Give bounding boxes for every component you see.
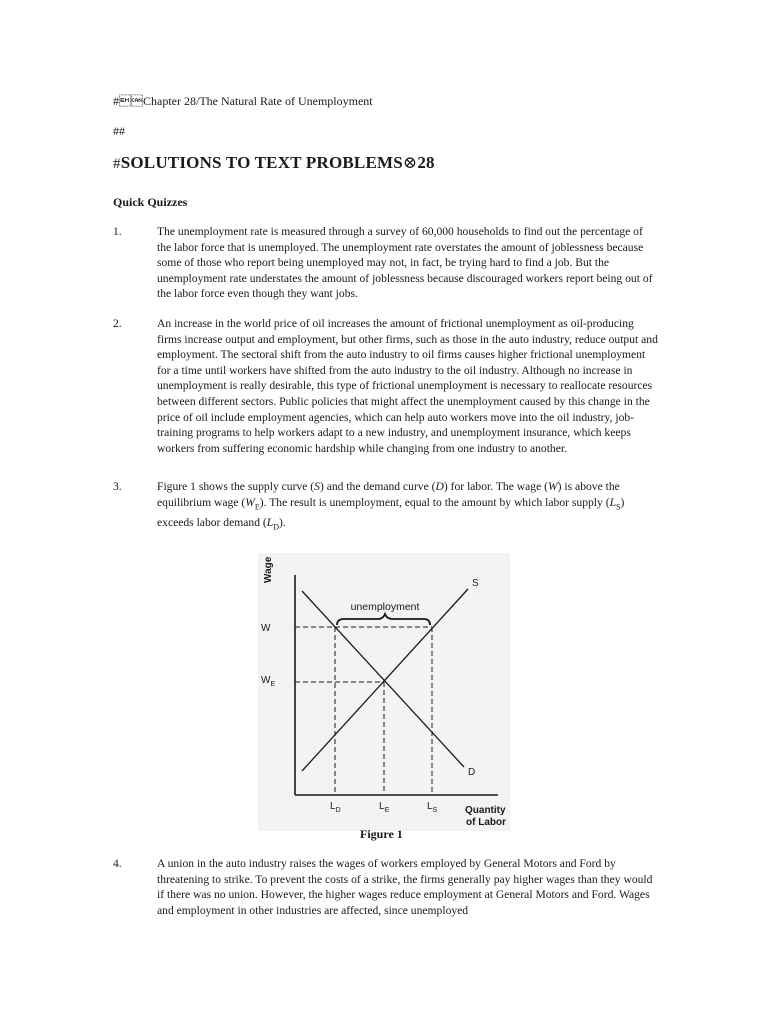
item-number: 1. [113, 225, 122, 238]
y-axis-label: Wage [263, 556, 274, 583]
item-number: 2. [113, 317, 122, 330]
list-item [113, 316, 658, 456]
unemployment-brace [337, 614, 430, 625]
x-axis-label-line2: of Labor [466, 817, 506, 828]
supply-label: S [472, 578, 479, 589]
title-text: SOLUTIONS TO TEXT PROBLEMS [120, 153, 403, 172]
ls-label: $L_S$ [427, 801, 438, 814]
equilibrium-wage-label: $W_E$ [261, 675, 276, 688]
item-text: The unemployment rate is measured through a survey of 60,000 households to find out the percentage of the labor force that is unemployed. The unemployment rate overstates the amount of joblessness because some of those who report being unemployed may not, in fact, be trying hard to find a job. But the unemployment rate understates the amount of joblessness because discouraged workers report being out of the labor force even though they want jobs. [157, 225, 653, 301]
page-title [113, 153, 435, 173]
hash-marker: ## [113, 124, 125, 138]
unemployment-label: unemployment [350, 601, 420, 613]
item-text: A union in the auto industry raises the wages of workers employed by General Motors and Ford by threatening to strike. To prevent the costs of a strike, the firms generally pay higher wages than they would if there was no union. However, the higher wages reduce employment at General Motors and Ford. Wages and employment in other industries are affected, since unemployed [157, 857, 653, 917]
section-heading: Quick Quizzes [113, 195, 188, 209]
list-item [113, 224, 658, 302]
ld-label: $L_D$ [330, 801, 341, 814]
title-number: 28 [417, 153, 435, 172]
circle-x-icon: ⊗ [402, 153, 418, 172]
le-label: $L_E$ [379, 801, 390, 814]
chapter-header: #Chapter 28/The Natural Rate of Unemployment [113, 94, 373, 108]
list-item [113, 479, 658, 534]
item-text: An increase in the world price of oil increases the amount of frictional unemployment as oil-producing firms increase output and employment, but other firms, such as those in the auto industry, reduce output and employment. The sectoral shift from the auto industry to oil firms causes higher frictional unemployment for a time until workers have shifted from the auto industry to the oil industry. Although no increase in unemployment is really desirable, this type of frictional unemployment is necessary to reallocate resources between different sectors. Public policies that might affect the unemployment caused by this change in the price of oil include employment agencies, which can help auto workers move into the oil industry, job-training programs to help workers adapt to a new industry, and unemployment insurance, which keeps workers from suffering economic hardship while changing from one industry to another. [157, 317, 658, 455]
list-item [113, 856, 658, 918]
figure-caption: Figure 1 [360, 827, 403, 841]
wage-level-label: W [261, 623, 271, 634]
title-prefix: # [113, 156, 121, 172]
labor-market-diagram [258, 553, 510, 831]
x-axis-label-line1: Quantity [465, 805, 506, 816]
item-text: Figure 1 shows the supply curve (S) and the demand curve (D) for labor. The wage (W) is above the equilibrium wage $(W_E)$. The result is unemployment, equal to the amount by which labor supply $(L_S)$ exceeds labor demand $(L_D)$. [157, 480, 625, 531]
demand-label: D [468, 767, 476, 778]
figure-1 [258, 553, 510, 831]
item-number: 4. [113, 857, 122, 870]
item-number: 3. [113, 480, 122, 493]
